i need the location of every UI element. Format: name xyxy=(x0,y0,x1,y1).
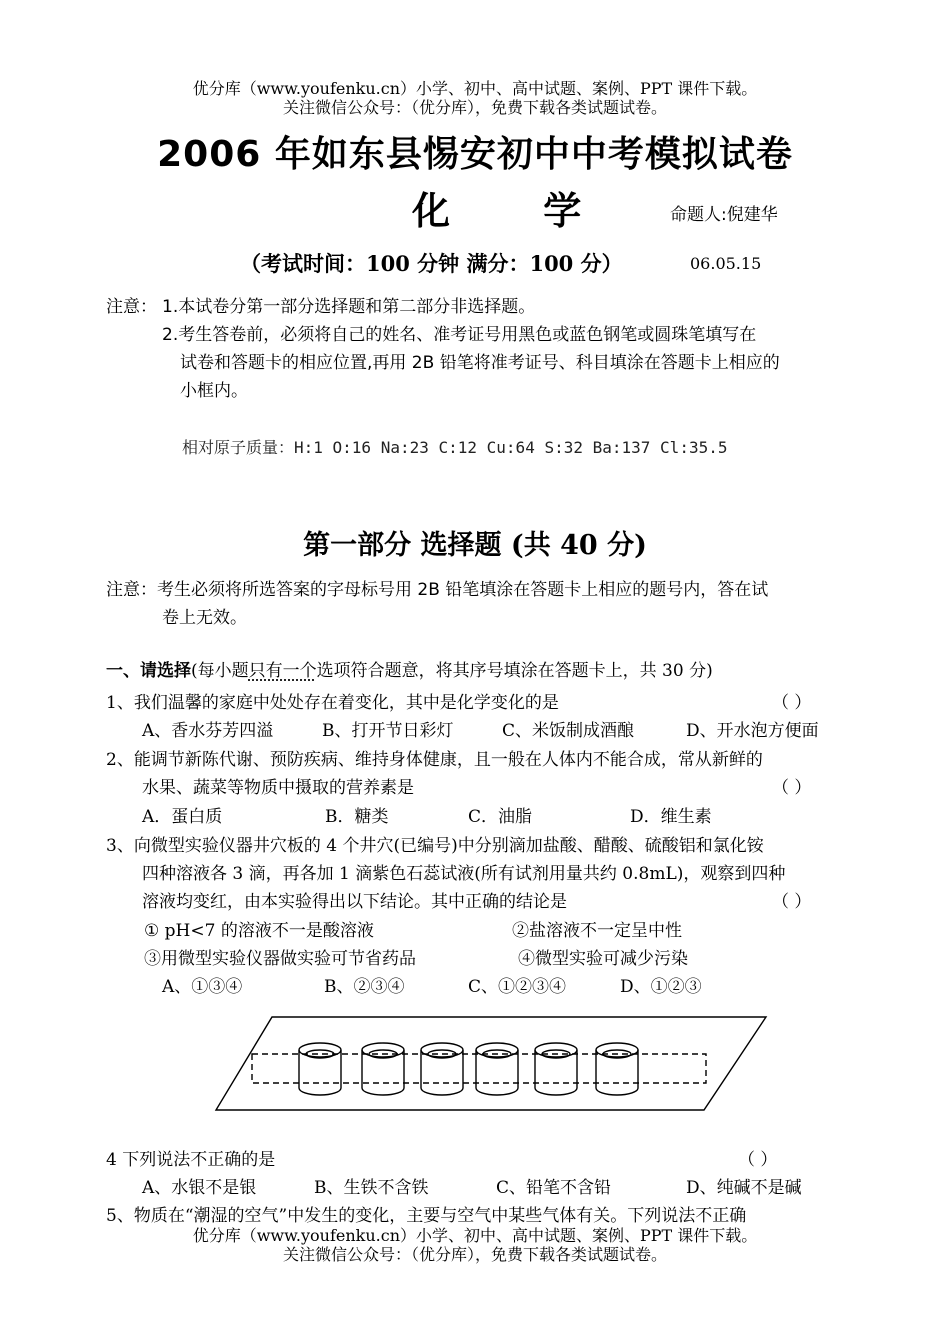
well-plate-figure xyxy=(210,1010,770,1115)
notice-item-2-line-1: 2.考生答卷前，必须将自己的姓名、准考证号用黑色或蓝色钢笔或圆珠笔填写在 xyxy=(162,325,757,345)
part1-notice-line-2: 卷上无效。 xyxy=(162,608,247,628)
section1-heading xyxy=(106,656,713,681)
subject-title: 化 学 xyxy=(412,189,622,233)
q1-stem: 1、我们温馨的家庭中处处存在着变化，其中是化学变化的是 xyxy=(106,693,559,713)
q3-stem-line-3: 溶液均变红，由本实验得出以下结论。其中正确的结论是 xyxy=(142,892,567,912)
q3-option-b: B、②③④ xyxy=(324,977,405,997)
atomic-mass: 相对原子质量：H:1 O:16 Na:23 C:12 Cu:64 S:32 Ba:137 Cl:35.5 xyxy=(182,438,728,457)
section1-desc-emphasis: 只有一个 xyxy=(248,661,317,681)
notice-item-2-line-2: 试卷和答题卡的相应位置,再用 2B 铅笔将准考证号、科目填涂在答题卡上相应的 xyxy=(180,353,780,373)
q2-option-b: B．糖类 xyxy=(325,807,389,827)
q1-option-c: C、米饭制成酒酿 xyxy=(502,721,635,741)
q2-stem-line-1: 2、能调节新陈代谢、预防疾病、维持身体健康，且一般在人体内不能合成，常从新鲜的 xyxy=(106,750,763,770)
q1-option-b: B、打开节日彩灯 xyxy=(322,721,454,741)
q3-option-d: D、①②③ xyxy=(620,977,702,997)
q3-option-c: C、①②③④ xyxy=(468,977,567,997)
q3-stem-line-2: 四种溶液各 3 滴，再各加 1 滴紫色石蕊试液(所有试剂用量共约 0.8mL)，观察到四种 xyxy=(142,864,786,884)
q5-stem: 5、物质在“潮湿的空气”中发生的变化，主要与空气中某些气体有关。下列说法不正确 xyxy=(106,1206,747,1226)
header-line-2: 关注微信公众号：（优分库），免费下载各类试题试卷。 xyxy=(282,98,667,117)
q3-stem-line-1: 3、向微型实验仪器井穴板的 4 个井穴(已编号)中分别滴加盐酸、醋酸、硫酸铝和氯化铵 xyxy=(106,836,764,856)
q4-option-b: B、生铁不含铁 xyxy=(314,1178,429,1198)
q3-statement-4: ④微型实验可减少污染 xyxy=(518,949,688,969)
q3-option-a: A、①③④ xyxy=(162,977,243,997)
q1-option-a: A、香水芬芳四溢 xyxy=(142,721,274,741)
q2-stem-line-2: 水果、蔬菜等物质中摄取的营养素是 xyxy=(142,778,414,798)
well-3 xyxy=(421,1043,463,1095)
q1-answer-paren: （ ） xyxy=(772,693,812,713)
author: 命题人:倪建华 xyxy=(670,205,778,225)
q4-answer-paren: （ ） xyxy=(738,1150,778,1170)
notice-label: 注意： xyxy=(106,297,157,317)
notice-item-1: 1.本试卷分第一部分选择题和第二部分非选择题。 xyxy=(162,297,536,317)
q3-statement-1: ① pH<7 的溶液不一是酸溶液 xyxy=(144,921,374,941)
q1-option-d: D、开水泡方便面 xyxy=(686,721,819,741)
exam-info: （考试时间：100 分钟 满分：100 分） xyxy=(240,251,623,276)
q2-option-a: A．蛋白质 xyxy=(142,807,223,827)
q4-option-c: C、铅笔不含铅 xyxy=(496,1178,612,1198)
part1-notice-line-1: 注意：考生必须将所选答案的字母标号用 2B 铅笔填涂在答题卡上相应的题号内，答在试 xyxy=(106,580,769,600)
well-4 xyxy=(476,1043,518,1095)
well-6 xyxy=(596,1043,638,1095)
well-1 xyxy=(299,1043,341,1095)
part1-title: 第一部分 选择题 (共 40 分) xyxy=(303,530,647,561)
section1-label: 一、请选择 xyxy=(106,661,191,681)
q3-answer-paren: （ ） xyxy=(772,892,812,912)
q4-option-d: D、纯碱不是碱 xyxy=(686,1178,802,1198)
section1-desc-post: 选项符合题意，将其序号填涂在答题卡上，共 30 分) xyxy=(316,661,713,681)
section1-desc-pre: (每小题 xyxy=(191,661,249,681)
q2-option-c: C．油脂 xyxy=(468,807,533,827)
page-title: 2006 年如东县惕安初中中考模拟试卷 xyxy=(157,134,793,175)
exam-date: 06.05.15 xyxy=(690,254,762,273)
q2-answer-paren: （ ） xyxy=(772,778,812,798)
notice-item-2-line-3: 小框内。 xyxy=(180,381,248,401)
q4-stem: 4 下列说法不正确的是 xyxy=(106,1150,276,1170)
q3-statement-2: ②盐溶液不一定呈中性 xyxy=(512,921,682,941)
q3-statement-3: ③用微型实验仪器做实验可节省药品 xyxy=(144,949,416,969)
footer-line-2: 关注微信公众号：（优分库），免费下载各类试题试卷。 xyxy=(282,1245,667,1264)
footer-line-1: 优分库（www.youfenku.cn）小学、初中、高中试题、案例、PPT 课件下载。 xyxy=(192,1226,758,1245)
q4-option-a: A、水银不是银 xyxy=(142,1178,257,1198)
well-5 xyxy=(535,1043,577,1095)
q2-option-d: D．维生素 xyxy=(630,807,712,827)
well-2 xyxy=(362,1043,404,1095)
header-line-1: 优分库（www.youfenku.cn）小学、初中、高中试题、案例、PPT 课件下载。 xyxy=(192,79,758,98)
